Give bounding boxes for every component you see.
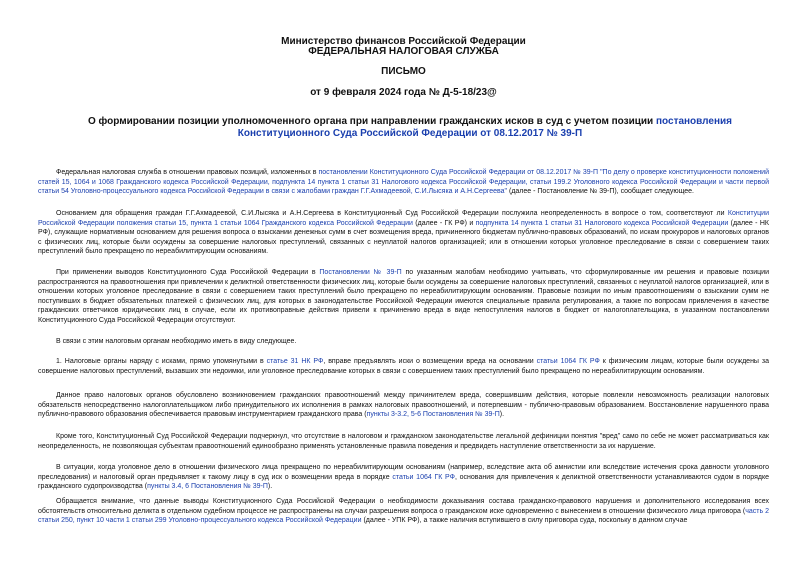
civil-code-article-1064-link[interactable]: статьи 1064 ГК РФ [536, 358, 600, 365]
paragraph-text: 1. Налоговые органы наряду с исками, прямо упомянутыми в [56, 358, 267, 365]
tax-code-link[interactable]: подпункта 14 пункта 1 статьи 31 Налогового кодекса Российской Федерации [475, 219, 729, 227]
service-name: ФЕДЕРАЛЬНАЯ НАЛОГОВАЯ СЛУЖБА [308, 46, 499, 57]
paragraph-9 [38, 497, 769, 526]
paragraph-5 [38, 357, 769, 376]
paragraph-text: (далее - Постановление № 39-П), сообщает следующее. [507, 188, 694, 196]
document-title [60, 116, 760, 140]
ruling-points-link[interactable]: пункты 3-3.2, 5-6 Постановления № 39-П [366, 411, 500, 419]
ruling-39p-link[interactable]: постановлении Конституционного Суда Российской Федерации от 08.12.2017 № 39-П "По делу о проверке конституционности положений статей 15, 1064 и 1068 Гражданского кодекса Российской Федерации, подпункта 14 пункта 1 статьи 31 Налогового кодекса Российской Федерации, статьи 199.2 Уголовного кодекса Российской Федерации и части первой статьи 54 Уголовно-процессуального кодекса Российской Федерации в связи с жалобами граждан Г.Г.Ахмадеевой, С.И.Лысяка и А.Н.Сергеева" [38, 169, 769, 196]
paragraph-text: При применении выводов Конституционного Суда Российской Федерации в [56, 269, 320, 276]
paragraph-text: Основанием для обращения граждан Г.Г.Ахмадеевой, С.И.Лысяка и А.Н.Сергеева в Конституционный Суд Российской Федерации послужила неопределенность в вопросе о том, соответствуют ли [56, 210, 728, 217]
paragraph-4: В связи с этим налоговым органам необходимо иметь в виду следующее. [56, 338, 297, 345]
document-kind: ПИСЬМО [381, 66, 426, 77]
paragraph-text: ). [267, 483, 273, 491]
ruling-39p-link[interactable]: Постановлении № 39-П [319, 269, 402, 276]
tax-code-article-31-link[interactable]: статье 31 НК РФ [266, 358, 324, 365]
paragraph-8 [38, 463, 769, 492]
paragraph-1 [38, 168, 769, 197]
civil-code-link[interactable]: Конституции Российской Федерации положения статьи 15, пункта 1 статьи 1064 Гражданского кодекса Российской Федерации [38, 210, 769, 227]
paragraph-2 [38, 209, 769, 257]
paragraph-3 [38, 268, 769, 326]
civil-code-article-1064-link[interactable]: статьи 1064 ГК РФ [392, 473, 455, 481]
paragraph-7: Кроме того, Конституционный Суд Российской Федерации подчеркнул, что отсутствие в налоговом и гражданском законодательстве легальной дефиниции понятия "вред" само по себе не может рассматриваться как неопределенность, не позволяющая субъектам правоотношений единообразно применять установленные правила поведения и предвидеть наступление ответственности за их нарушение. [38, 433, 769, 450]
paragraph-text: Данное право налоговых органов обусловлено возникновением гражданских правоотношений между причинителем вреда, совершившим действия, которые повлекли невозможность реализации налоговых обязательств непосредственно налогоплательщиком либо принудительного их исполнения в рамках налоговых правоотношений, и потерпевшим - публично-правовым образованием. Восстановление нарушенного права публично-правового образования обеспечивается правовым инструментарием гражданского права ( [38, 392, 769, 419]
criminal-procedure-code-link[interactable]: часть 2 статьи 250, пункт 10 части 1 статьи 299 Уголовно-процессуального кодекса Российской Федерации [38, 507, 769, 525]
paragraph-text: , вправе предъявлять иски о возмещении вреда на основании [323, 358, 537, 365]
paragraph-6 [38, 391, 769, 420]
paragraph-text: Федеральная налоговая служба в отношении правовых позиций, изложенных в [56, 169, 319, 176]
paragraph-text: , основания для привлечения к деликтной ответственности устанавливаются судом в порядке гражданского судопроизводства ( [38, 473, 770, 491]
paragraph-text: (далее - НК РФ), служащие нормативным основанием для решения вопроса о взыскании денежных сумм в счет возмещения вреда, причиненного бюджетам публично-правовых образований, по искам прокуроров и налоговых органов с физических лиц, которые были осуждены за совершение налоговых преступлений, связанных с неуплатой налогов организацией; или в отношении которых уголовное преследование в связи с совершением таких преступлений было прекращено по нереабилитирующим основаниям. [38, 219, 769, 256]
title-link[interactable]: постановления Конституционного Суда Российской Федерации от 08.12.2017 № 39-П [237, 116, 732, 139]
paragraph-text: Обращается внимание, что данные выводы Конституционного Суда Российской Федерации о необходимости доказывания состава гражданско-правового нарушения и дополнительного исследования всех обстоятельств относительно деликта в отдельном судебном процессе не распространены на случаи разрешения вопроса о гражданском иске одновременно с вынесением в отношении физического лица приговора ( [38, 498, 769, 515]
paragraph-text: В ситуации, когда уголовное дело в отношении физического лица прекращено по нереабилитирующим основаниям (например, вследствие акта об амнистии или вследствие истечения срока давности уголовного преследования) и налоговый орган предъявляет к такому лицу в суд иск о возмещении вреда в порядке [38, 464, 769, 481]
paragraph-text: к физическим лицам, которые были осуждены за совершение налоговых преступлений, вызавших эти недоимки, или уголовное преследование которых в связи с совершением таких преступлений было прекращено по нереабилитирующим основаниям. [38, 358, 769, 375]
title-text: О формировании позиции уполномоченного органа при направлении гражданских исков в суд с учетом позиции [87, 116, 656, 127]
paragraph-text: (далее - УПК РФ), а также наличия вступившего в силу приговора суда, поскольку в данном случае [361, 517, 688, 525]
document-date-number: от 9 февраля 2024 года № Д-5-18/23@ [310, 87, 497, 98]
ministry-name: Министерство финансов Российской Федерации [281, 36, 526, 47]
paragraph-text: (далее - ГК РФ) и [412, 219, 476, 227]
paragraph-text: ). [499, 411, 505, 419]
paragraph-text: по указанным жалобам необходимо учитывать, что сформулированные им решения и правовые позиции распространяются на правоотношения при привлечении к деликтной ответственности физических лиц, которые были осуждены за совершение налоговых преступлений, связанных с неуплатой налогов организацией, или в отношении которых уголовное преследование в связи с совершением таких преступлений было прекращено по нереабилитирующим основаниям. Правовые позиции по иным правоотношениям о взыскании сумм не поступивших в бюджет обязательных платежей с физических лиц, для которых в законодательстве Российской Федерации имеются специальные правила регулирования, а также по вопросам привлечения в качестве гражданских ответчиков юридических лиц в случае, если их противоправные действия привели к причинению вреда в виде непоступления налогов в бюджет от налогоплательщика, в указанном постановлении Конституционного Суда Российской Федерации отсутствуют. [38, 269, 770, 324]
ruling-points-link[interactable]: пункты 3.4, 6 Постановления № 39-П [147, 483, 268, 491]
